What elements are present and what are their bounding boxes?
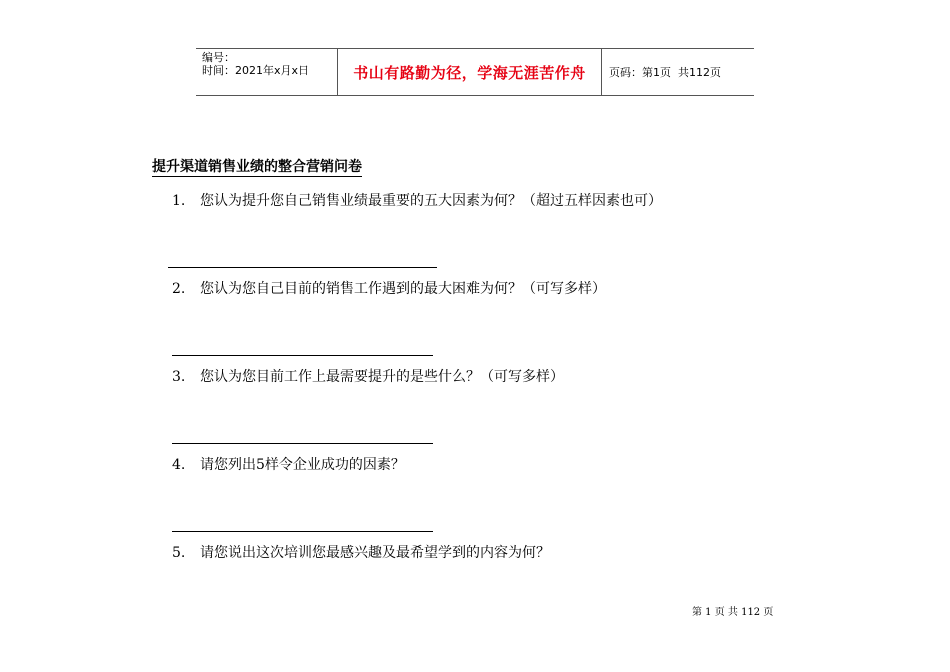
document-title: 提升渠道销售业绩的整合营销问卷 xyxy=(152,159,362,175)
question-text: 您认为您目前工作上最需要提升的是些什么？（可写多样） xyxy=(200,369,564,385)
question-1 xyxy=(172,192,662,210)
header-meta-cell xyxy=(196,49,338,95)
question-text: 请您列出5样令企业成功的因素？ xyxy=(200,457,405,473)
question-number: 4. xyxy=(172,457,186,473)
motto-text: 书山有路勤为径，学海无涯苦作舟 xyxy=(353,63,586,82)
question-text: 您认为您自己目前的销售工作遇到的最大困难为何？（可写多样） xyxy=(200,281,606,297)
answer-line-3[interactable] xyxy=(172,443,433,444)
question-number: 3. xyxy=(172,369,186,385)
question-2 xyxy=(172,280,606,298)
question-text: 您认为提升您自己销售业绩最重要的五大因素为何？（超过五样因素也可） xyxy=(200,193,662,209)
code-label: 编号： xyxy=(202,51,235,64)
answer-line-4[interactable] xyxy=(172,531,433,532)
answer-line-2[interactable] xyxy=(172,355,433,356)
question-text: 请您说出这次培训您最感兴趣及最希望学到的内容为何？ xyxy=(200,545,550,561)
header-motto-cell xyxy=(338,49,602,95)
page-header xyxy=(196,48,754,96)
question-4 xyxy=(172,456,405,474)
question-3 xyxy=(172,368,564,386)
header-page-cell xyxy=(602,49,754,95)
time-label: 时间：2021年x月x日 xyxy=(202,64,310,77)
question-number: 5. xyxy=(172,545,186,561)
question-number: 1. xyxy=(172,193,186,209)
question-5 xyxy=(172,544,550,562)
answer-line-1[interactable] xyxy=(168,267,437,268)
question-number: 2. xyxy=(172,281,186,297)
page-info: 页码：第1页 共112页 xyxy=(609,66,721,79)
page-footer: 第 1 页 共 112 页 xyxy=(692,607,774,618)
